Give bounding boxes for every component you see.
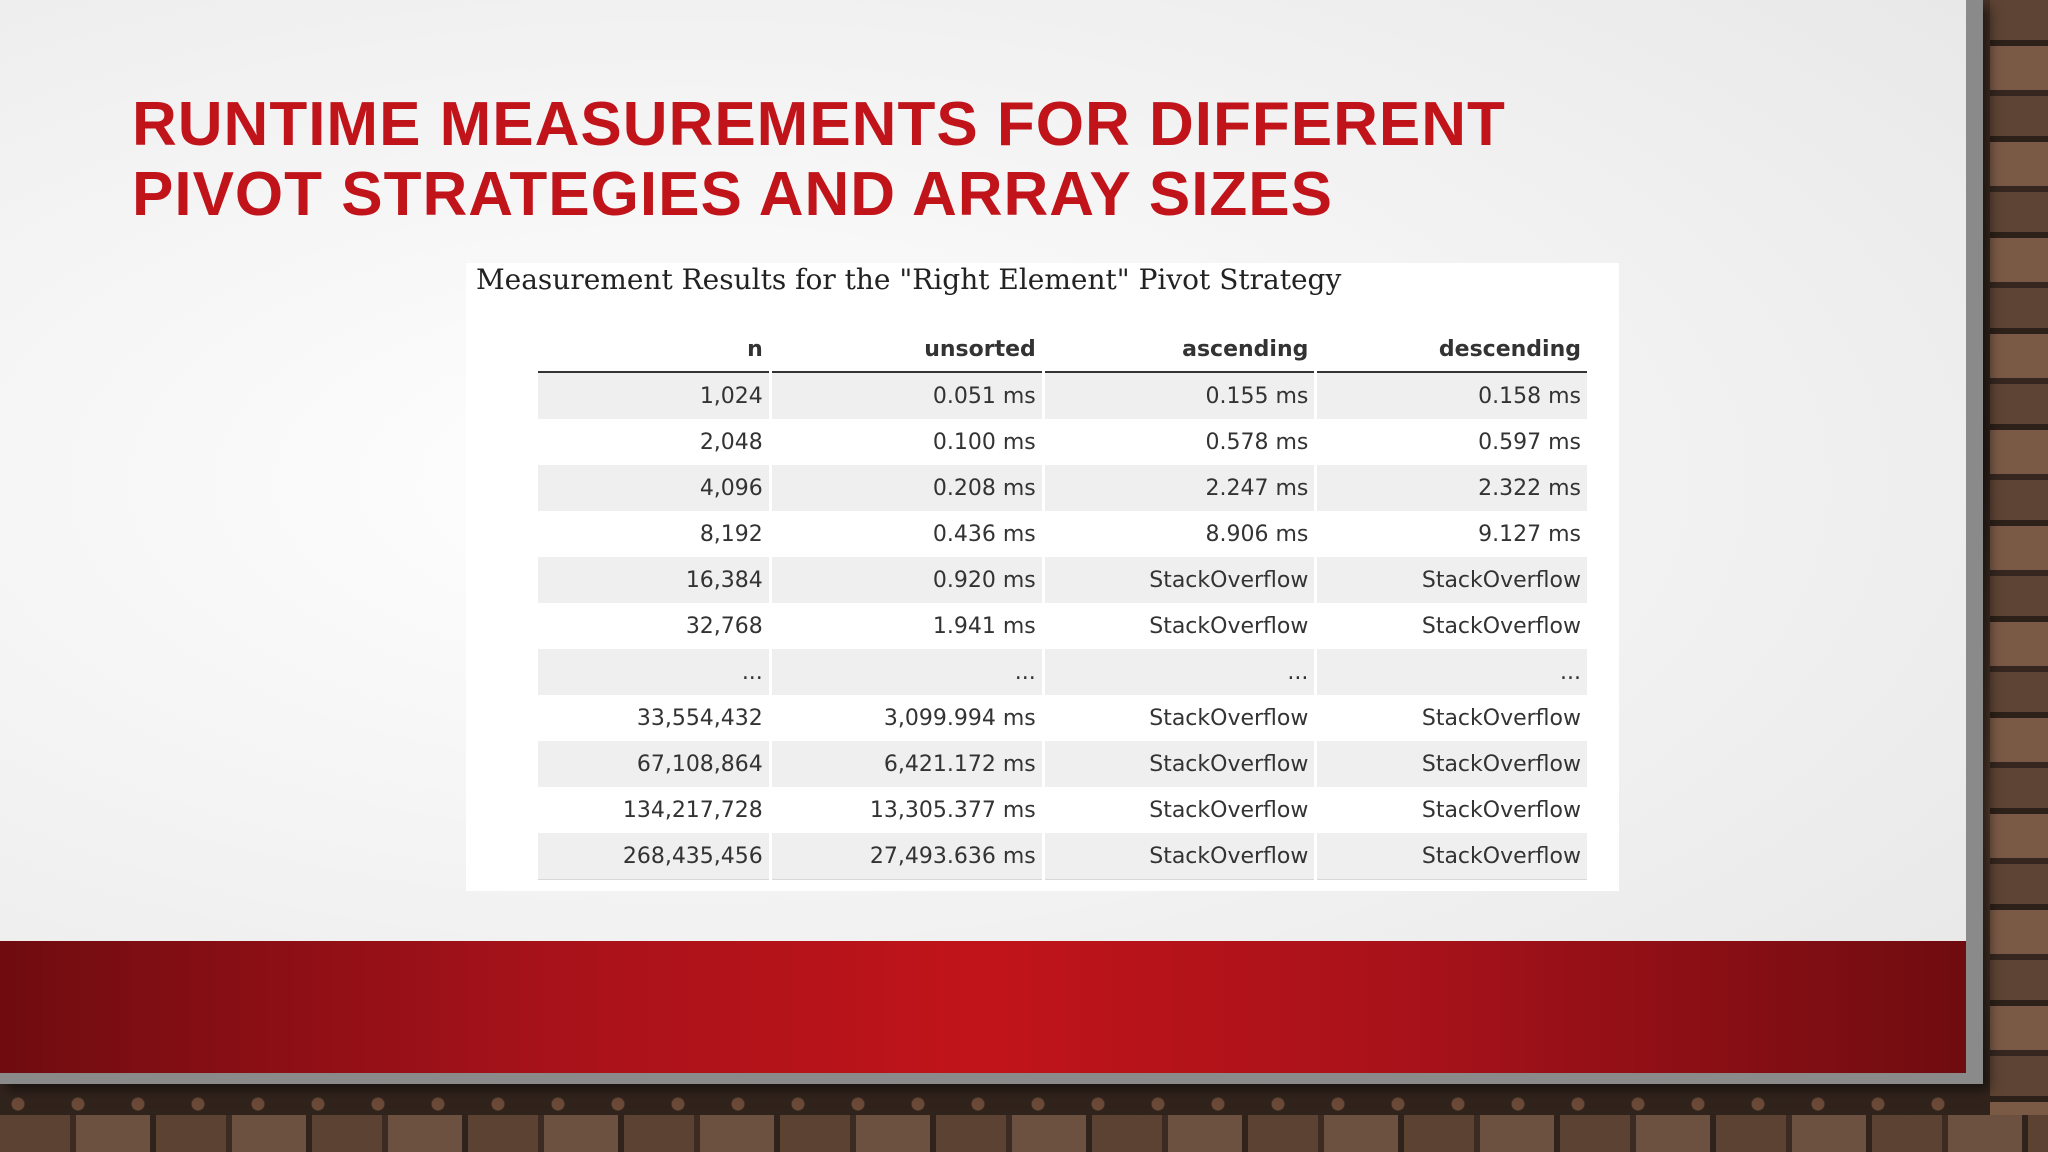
table-row bbox=[538, 833, 1587, 880]
slide-title bbox=[132, 90, 1632, 230]
slide-title-line-1: RUNTIME MEASUREMENTS FOR DIFFERENT bbox=[132, 90, 1506, 159]
cell-descending: StackOverflow bbox=[1317, 557, 1587, 603]
cell-n: 134,217,728 bbox=[538, 787, 769, 833]
table-row bbox=[538, 741, 1587, 787]
cell-n: 2,048 bbox=[538, 419, 769, 465]
slide-title-line-2: PIVOT STRATEGIES AND ARRAY SIZES bbox=[132, 160, 1334, 229]
cell-ascending: 0.155 ms bbox=[1045, 373, 1315, 419]
cell-descending: ... bbox=[1317, 649, 1587, 695]
cell-descending: StackOverflow bbox=[1317, 787, 1587, 833]
results-table-panel bbox=[466, 263, 1619, 891]
cell-descending: 0.597 ms bbox=[1317, 419, 1587, 465]
brick-floor-background bbox=[0, 1115, 2048, 1152]
table-caption: Measurement Results for the "Right Element" Pivot Strategy bbox=[476, 263, 1342, 296]
cell-unsorted: 27,493.636 ms bbox=[772, 833, 1042, 880]
cell-unsorted: 0.920 ms bbox=[772, 557, 1042, 603]
cell-ascending: StackOverflow bbox=[1045, 741, 1315, 787]
cell-n: 1,024 bbox=[538, 373, 769, 419]
header-n: n bbox=[538, 327, 769, 373]
cell-ascending: 2.247 ms bbox=[1045, 465, 1315, 511]
cell-unsorted: ... bbox=[772, 649, 1042, 695]
cell-ascending: StackOverflow bbox=[1045, 603, 1315, 649]
header-ascending: ascending bbox=[1045, 327, 1315, 373]
cell-n: 268,435,456 bbox=[538, 833, 769, 880]
cell-descending: StackOverflow bbox=[1317, 695, 1587, 741]
table-body bbox=[538, 373, 1587, 880]
cell-descending: StackOverflow bbox=[1317, 741, 1587, 787]
brick-wall-background bbox=[1990, 0, 2048, 1152]
header-descending: descending bbox=[1317, 327, 1587, 373]
cell-n: 32,768 bbox=[538, 603, 769, 649]
cell-unsorted: 0.100 ms bbox=[772, 419, 1042, 465]
cell-ascending: StackOverflow bbox=[1045, 557, 1315, 603]
table-row bbox=[538, 511, 1587, 557]
cell-n: 8,192 bbox=[538, 511, 769, 557]
cell-n: ... bbox=[538, 649, 769, 695]
cell-descending: StackOverflow bbox=[1317, 833, 1587, 880]
cell-n: 16,384 bbox=[538, 557, 769, 603]
cell-unsorted: 3,099.994 ms bbox=[772, 695, 1042, 741]
cell-unsorted: 13,305.377 ms bbox=[772, 787, 1042, 833]
cell-n: 33,554,432 bbox=[538, 695, 769, 741]
cell-ascending: StackOverflow bbox=[1045, 833, 1315, 880]
results-table bbox=[535, 327, 1590, 880]
table-row bbox=[538, 649, 1587, 695]
table-row bbox=[538, 557, 1587, 603]
cell-unsorted: 0.208 ms bbox=[772, 465, 1042, 511]
table-row bbox=[538, 419, 1587, 465]
table-row bbox=[538, 465, 1587, 511]
cell-unsorted: 0.051 ms bbox=[772, 373, 1042, 419]
cell-n: 4,096 bbox=[538, 465, 769, 511]
cell-descending: StackOverflow bbox=[1317, 603, 1587, 649]
cell-ascending: StackOverflow bbox=[1045, 695, 1315, 741]
cell-descending: 9.127 ms bbox=[1317, 511, 1587, 557]
cell-unsorted: 6,421.172 ms bbox=[772, 741, 1042, 787]
cell-descending: 0.158 ms bbox=[1317, 373, 1587, 419]
table-row bbox=[538, 373, 1587, 419]
cell-ascending: ... bbox=[1045, 649, 1315, 695]
cell-ascending: 8.906 ms bbox=[1045, 511, 1315, 557]
table-row bbox=[538, 603, 1587, 649]
header-unsorted: unsorted bbox=[772, 327, 1042, 373]
table-row bbox=[538, 695, 1587, 741]
cell-descending: 2.322 ms bbox=[1317, 465, 1587, 511]
cell-unsorted: 1.941 ms bbox=[772, 603, 1042, 649]
footer-red-band bbox=[0, 941, 1966, 1073]
table-header-row bbox=[538, 327, 1587, 373]
cell-ascending: StackOverflow bbox=[1045, 787, 1315, 833]
cell-ascending: 0.578 ms bbox=[1045, 419, 1315, 465]
cell-n: 67,108,864 bbox=[538, 741, 769, 787]
cell-unsorted: 0.436 ms bbox=[772, 511, 1042, 557]
table-row bbox=[538, 787, 1587, 833]
